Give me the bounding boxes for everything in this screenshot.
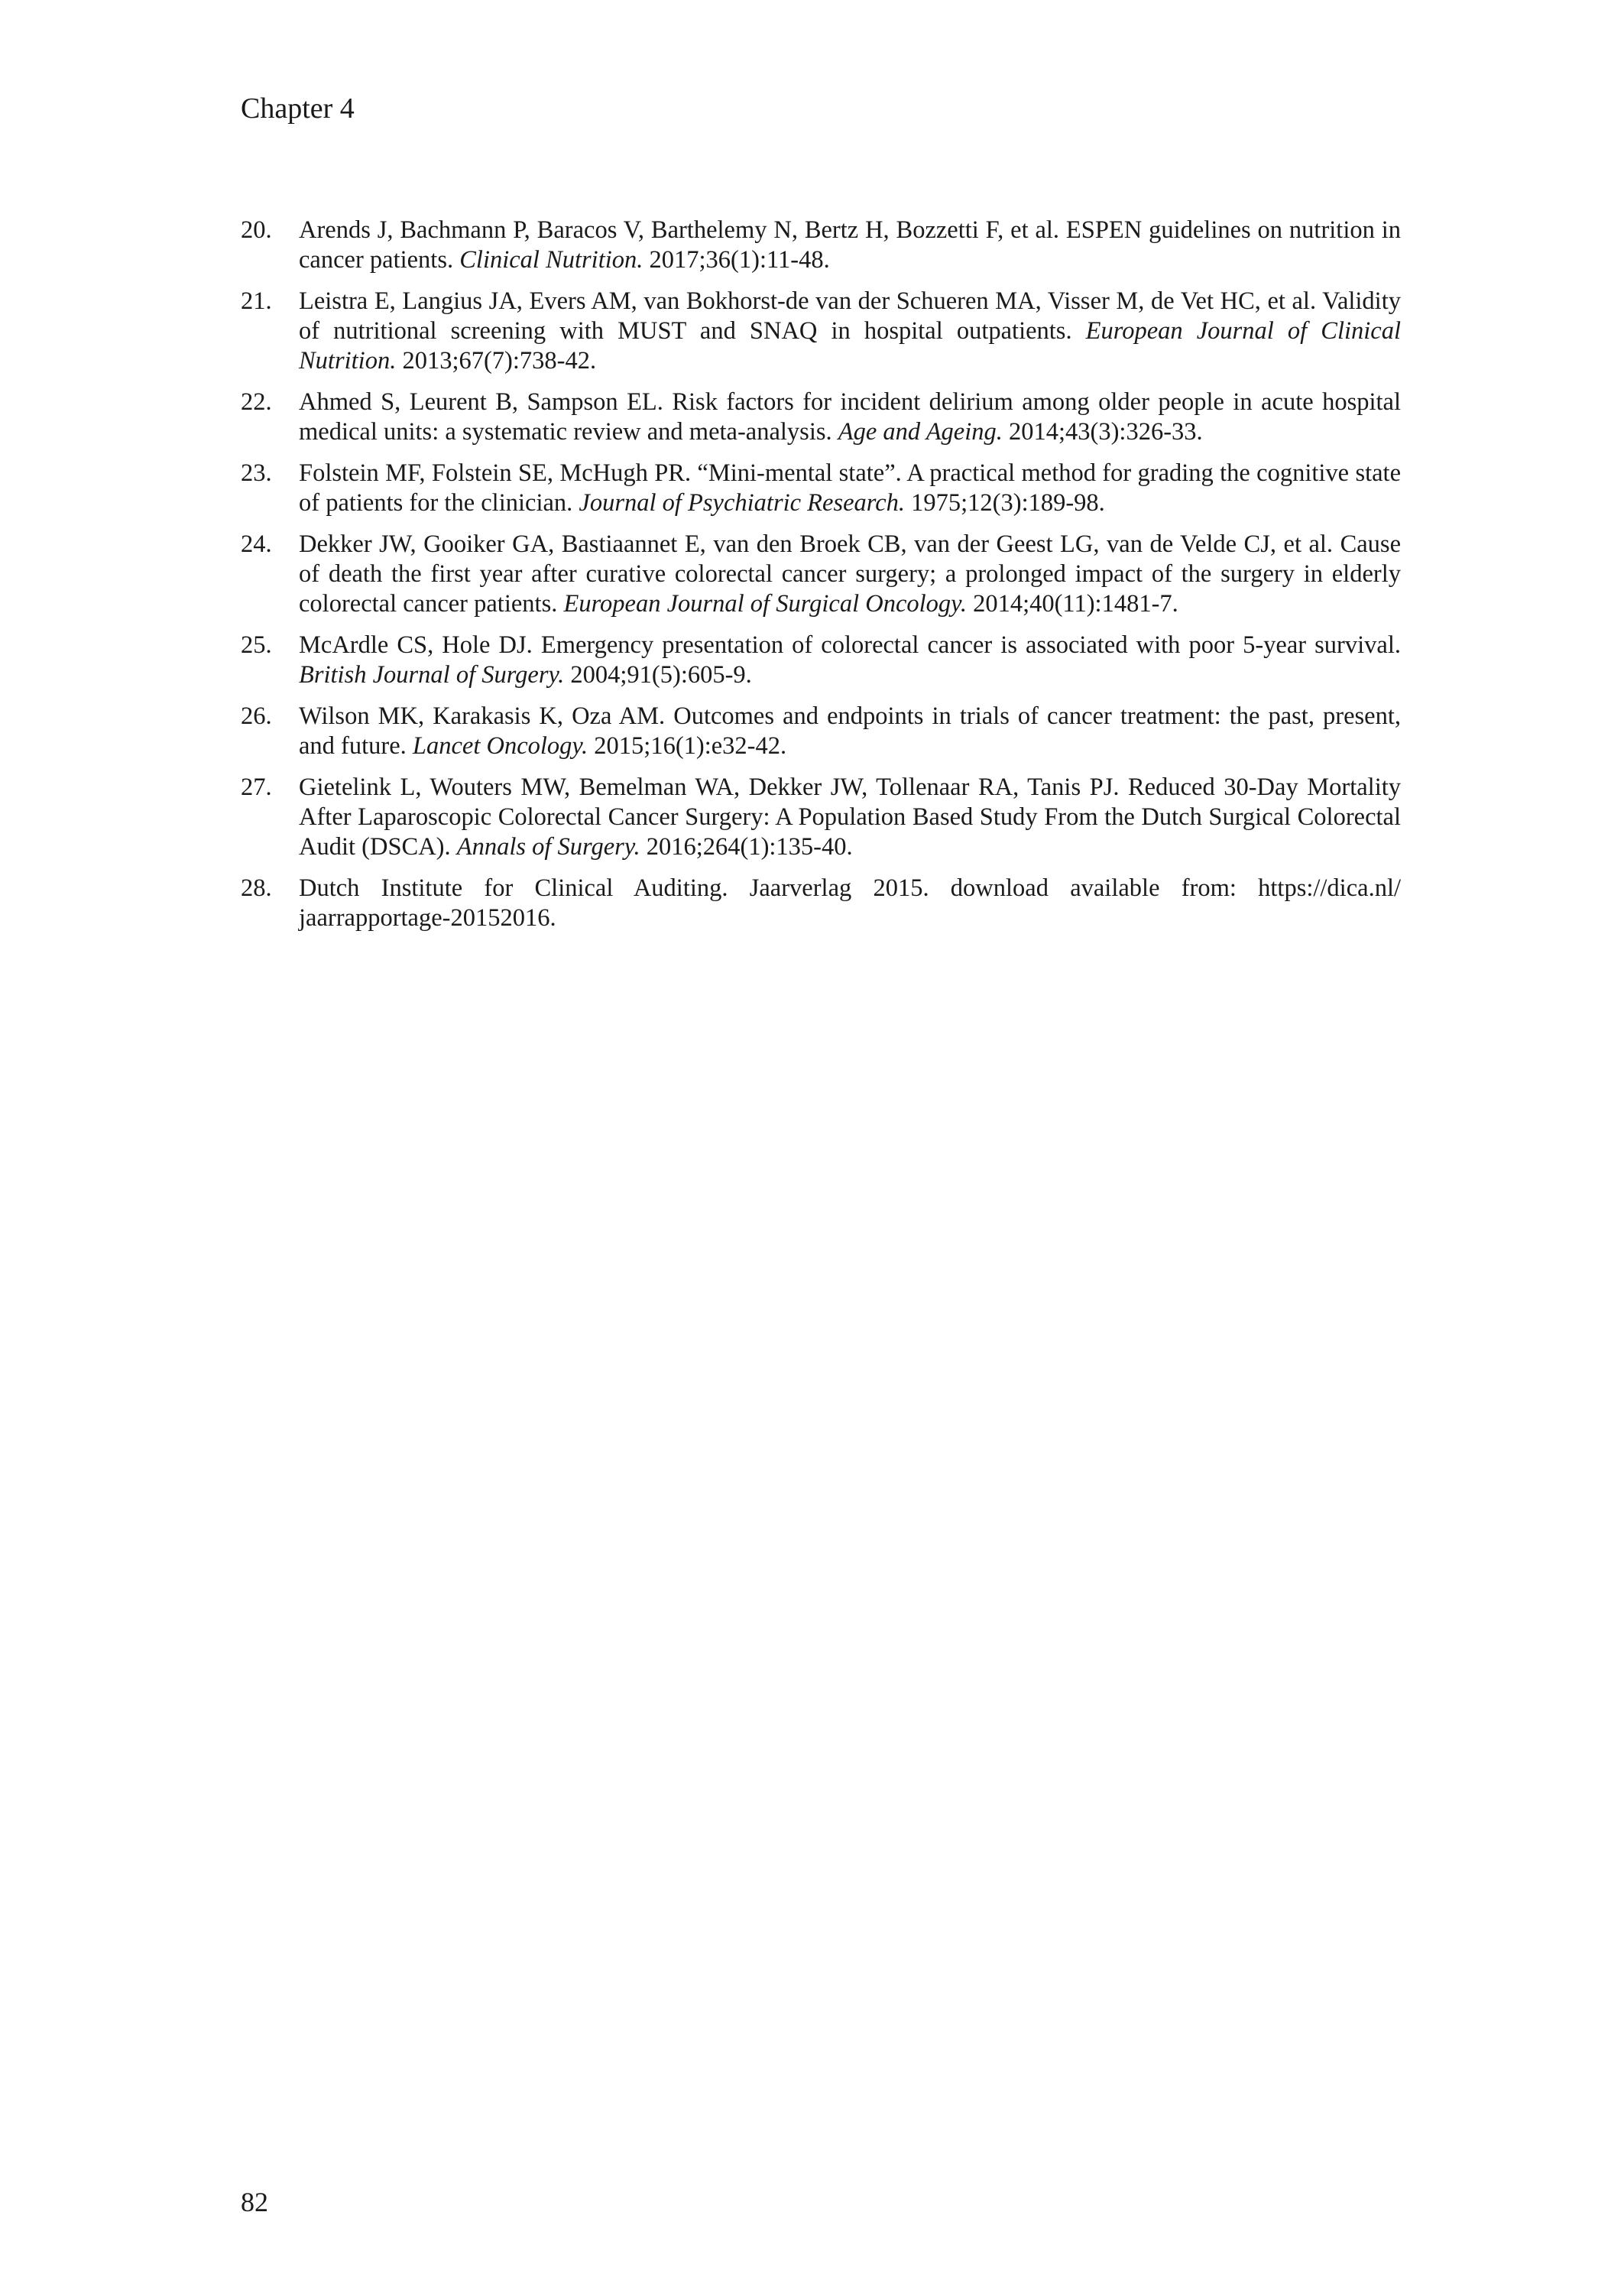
reference-citation: 2015;16(1):e32-42. xyxy=(588,732,787,760)
reference-authors-title: Arends J, Bachmann P, Baracos V, Barthelemy N, Bertz H, Bozzetti F, et al. ESPEN guidelines on nutrition in cancer patients. xyxy=(299,216,1401,274)
reference-citation: 2004;91(5):605-9. xyxy=(564,661,752,689)
reference-item xyxy=(241,287,1401,376)
reference-text xyxy=(299,388,1401,446)
reference-item xyxy=(241,530,1401,619)
reference-item xyxy=(241,631,1401,690)
reference-item xyxy=(241,216,1401,275)
reference-citation: 2013;67(7):738-42. xyxy=(396,347,597,375)
reference-number: 20. xyxy=(241,216,272,244)
reference-authors-title: Folstein MF, Folstein SE, McHugh PR. “Mini-mental state”. A practical method for grading the cognitive state of patients for the clinician. xyxy=(299,459,1401,517)
reference-item xyxy=(241,702,1401,761)
reference-item xyxy=(241,388,1401,447)
reference-citation: 2014;40(11):1481-7. xyxy=(966,590,1178,618)
reference-number: 28. xyxy=(241,874,272,902)
reference-item xyxy=(241,459,1401,518)
reference-journal: Lancet Oncology. xyxy=(412,732,588,760)
reference-list xyxy=(241,216,1401,945)
reference-journal: Journal of Psychiatric Research. xyxy=(579,489,906,517)
page-number: 82 xyxy=(241,2187,268,2217)
reference-item xyxy=(241,773,1401,862)
reference-text xyxy=(299,702,1401,760)
reference-citation: 2017;36(1):11-48. xyxy=(643,246,830,274)
reference-journal: European Journal of Clinical Nutrition. xyxy=(299,317,1401,375)
reference-text xyxy=(299,631,1401,689)
reference-text xyxy=(299,874,1401,932)
reference-authors-title: McArdle CS, Hole DJ. Emergency presentation of colorectal cancer is associated with poor 5-year survival. xyxy=(299,631,1401,659)
reference-citation: 2014;43(3):326-33. xyxy=(1002,418,1203,446)
reference-number: 26. xyxy=(241,702,272,730)
reference-journal: European Journal of Surgical Oncology. xyxy=(563,590,967,618)
reference-journal: Annals of Surgery. xyxy=(456,833,640,861)
reference-journal: Clinical Nutrition. xyxy=(459,246,643,274)
reference-number: 22. xyxy=(241,388,272,416)
reference-authors-title: Leistra E, Langius JA, Evers AM, van Bokhorst-de van der Schueren MA, Visser M, de Vet HC, et al. Validity of nutritional screening with MUST and SNAQ in hospital outpatients. xyxy=(299,287,1401,345)
reference-authors-title: Wilson MK, Karakasis K, Oza AM. Outcomes and endpoints in trials of cancer treatment: the past, present, and future. xyxy=(299,702,1401,760)
reference-authors-title: Dekker JW, Gooiker GA, Bastiaannet E, van den Broek CB, van der Geest LG, van de Velde CJ, et al. Cause of death the first year after curative colorectal cancer surgery; a prolonged impact of the surgery in elderly colorectal cancer patients. xyxy=(299,530,1401,618)
reference-text xyxy=(299,287,1401,375)
reference-number: 25. xyxy=(241,631,272,659)
reference-text xyxy=(299,216,1401,274)
reference-journal: Age and Ageing. xyxy=(838,418,1003,446)
reference-authors-title: Dutch Institute for Clinical Auditing. Jaarverlag 2015. download available from: https://dica.nl/ jaarrapportage-20152016. xyxy=(299,874,1401,932)
reference-citation: 1975;12(3):189-98. xyxy=(905,489,1105,517)
reference-item xyxy=(241,874,1401,933)
reference-number: 27. xyxy=(241,774,272,801)
reference-journal: British Journal of Surgery. xyxy=(299,661,565,689)
reference-text xyxy=(299,530,1401,618)
reference-number: 23. xyxy=(241,459,272,487)
reference-citation: 2016;264(1):135-40. xyxy=(640,833,853,861)
reference-number: 24. xyxy=(241,530,272,558)
reference-text xyxy=(299,774,1401,861)
chapter-header: Chapter 4 xyxy=(241,92,355,125)
reference-text xyxy=(299,459,1401,517)
reference-authors-title: Gietelink L, Wouters MW, Bemelman WA, Dekker JW, Tollenaar RA, Tanis PJ. Reduced 30-Day Mortality After Laparoscopic Colorectal Cancer Surgery: A Population Based Study From the Dutch Surgical Colorectal Audit (DSCA). xyxy=(299,774,1401,861)
reference-number: 21. xyxy=(241,287,272,315)
reference-authors-title: Ahmed S, Leurent B, Sampson EL. Risk factors for incident delirium among older people in acute hospital medical units: a systematic review and meta-analysis. xyxy=(299,388,1401,446)
